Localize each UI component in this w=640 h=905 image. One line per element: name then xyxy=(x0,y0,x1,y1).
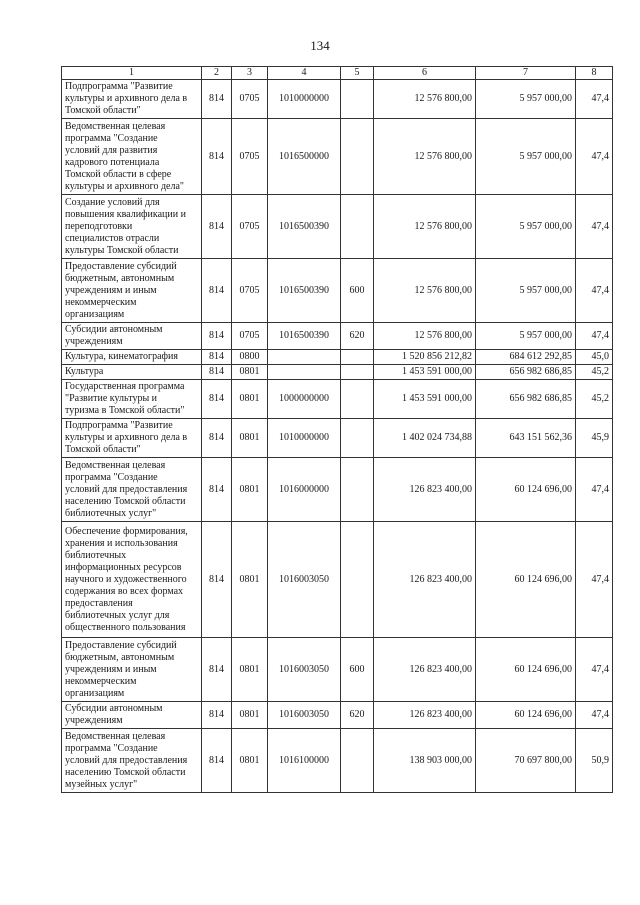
table-row xyxy=(62,702,613,729)
cell-executed-amount: 643 151 562,36 xyxy=(476,419,576,458)
cell-executed-amount: 60 124 696,00 xyxy=(476,638,576,702)
table-row xyxy=(62,80,613,119)
cell-expense-type xyxy=(341,350,374,365)
column-header: 7 xyxy=(476,67,576,80)
cell-planned-amount: 12 576 800,00 xyxy=(374,195,476,259)
cell-execution-percent: 47,4 xyxy=(576,702,613,729)
column-header: 4 xyxy=(268,67,341,80)
cell-target-article: 1016003050 xyxy=(268,638,341,702)
row-description: Ведомственная целевая программа "Создание условий для предоставления населению Томской области музейных услуг" xyxy=(62,729,202,793)
table-body xyxy=(62,80,613,793)
column-header: 2 xyxy=(202,67,232,80)
cell-section-code: 0705 xyxy=(232,259,268,323)
table-row xyxy=(62,458,613,522)
cell-ministry-code: 814 xyxy=(202,119,232,195)
cell-section-code: 0705 xyxy=(232,80,268,119)
cell-executed-amount: 5 957 000,00 xyxy=(476,119,576,195)
header-row xyxy=(62,67,613,80)
cell-target-article: 1016003050 xyxy=(268,702,341,729)
cell-ministry-code: 814 xyxy=(202,419,232,458)
cell-planned-amount: 138 903 000,00 xyxy=(374,729,476,793)
table-row xyxy=(62,195,613,259)
cell-expense-type xyxy=(341,729,374,793)
table-header xyxy=(62,67,613,80)
cell-expense-type xyxy=(341,419,374,458)
cell-planned-amount: 12 576 800,00 xyxy=(374,119,476,195)
cell-section-code: 0705 xyxy=(232,195,268,259)
cell-executed-amount: 60 124 696,00 xyxy=(476,522,576,638)
cell-expense-type xyxy=(341,119,374,195)
row-description: Субсидии автономным учреждениям xyxy=(62,323,202,350)
column-header: 3 xyxy=(232,67,268,80)
cell-ministry-code: 814 xyxy=(202,702,232,729)
cell-section-code: 0801 xyxy=(232,419,268,458)
table-row xyxy=(62,638,613,702)
cell-target-article: 1016000000 xyxy=(268,458,341,522)
cell-expense-type: 620 xyxy=(341,323,374,350)
cell-expense-type xyxy=(341,522,374,638)
cell-planned-amount: 126 823 400,00 xyxy=(374,638,476,702)
row-description: Предоставление субсидий бюджетным, автономным учреждениям и иным некоммерческим организациям xyxy=(62,638,202,702)
cell-ministry-code: 814 xyxy=(202,458,232,522)
cell-executed-amount: 5 957 000,00 xyxy=(476,80,576,119)
cell-section-code: 0800 xyxy=(232,350,268,365)
cell-expense-type xyxy=(341,195,374,259)
table-row xyxy=(62,419,613,458)
cell-target-article: 1000000000 xyxy=(268,380,341,419)
cell-expense-type: 600 xyxy=(341,638,374,702)
cell-planned-amount: 1 453 591 000,00 xyxy=(374,380,476,419)
table-row xyxy=(62,259,613,323)
cell-ministry-code: 814 xyxy=(202,380,232,419)
cell-executed-amount: 5 957 000,00 xyxy=(476,195,576,259)
cell-execution-percent: 47,4 xyxy=(576,259,613,323)
cell-target-article: 1016003050 xyxy=(268,522,341,638)
column-header: 8 xyxy=(576,67,613,80)
table-row xyxy=(62,119,613,195)
budget-table xyxy=(61,66,613,793)
row-description: Культура xyxy=(62,365,202,380)
cell-ministry-code: 814 xyxy=(202,729,232,793)
cell-section-code: 0801 xyxy=(232,638,268,702)
cell-target-article: 1016500390 xyxy=(268,195,341,259)
cell-target-article: 1016500390 xyxy=(268,259,341,323)
table-row xyxy=(62,380,613,419)
cell-execution-percent: 45,0 xyxy=(576,350,613,365)
cell-executed-amount: 656 982 686,85 xyxy=(476,380,576,419)
cell-planned-amount: 1 453 591 000,00 xyxy=(374,365,476,380)
cell-section-code: 0801 xyxy=(232,522,268,638)
cell-planned-amount: 12 576 800,00 xyxy=(374,323,476,350)
row-description: Субсидии автономным учреждениям xyxy=(62,702,202,729)
table-row xyxy=(62,522,613,638)
cell-execution-percent: 47,4 xyxy=(576,119,613,195)
cell-ministry-code: 814 xyxy=(202,259,232,323)
cell-section-code: 0705 xyxy=(232,323,268,350)
cell-section-code: 0801 xyxy=(232,380,268,419)
cell-expense-type xyxy=(341,80,374,119)
cell-execution-percent: 47,4 xyxy=(576,522,613,638)
table-row xyxy=(62,365,613,380)
cell-planned-amount: 12 576 800,00 xyxy=(374,259,476,323)
cell-planned-amount: 126 823 400,00 xyxy=(374,702,476,729)
cell-executed-amount: 60 124 696,00 xyxy=(476,702,576,729)
cell-expense-type: 620 xyxy=(341,702,374,729)
cell-execution-percent: 47,4 xyxy=(576,80,613,119)
cell-execution-percent: 45,2 xyxy=(576,365,613,380)
table-row xyxy=(62,350,613,365)
cell-executed-amount: 5 957 000,00 xyxy=(476,323,576,350)
cell-execution-percent: 47,4 xyxy=(576,458,613,522)
row-description: Создание условий для повышения квалификации и переподготовки специалистов отрасли культуры Томской области xyxy=(62,195,202,259)
cell-section-code: 0801 xyxy=(232,729,268,793)
cell-executed-amount: 70 697 800,00 xyxy=(476,729,576,793)
row-description: Ведомственная целевая программа "Создание условий для предоставления населению Томской области библиотечных услуг" xyxy=(62,458,202,522)
cell-planned-amount: 126 823 400,00 xyxy=(374,522,476,638)
cell-execution-percent: 47,4 xyxy=(576,195,613,259)
cell-expense-type xyxy=(341,458,374,522)
cell-section-code: 0801 xyxy=(232,458,268,522)
cell-section-code: 0705 xyxy=(232,119,268,195)
cell-executed-amount: 656 982 686,85 xyxy=(476,365,576,380)
cell-target-article xyxy=(268,365,341,380)
row-description: Культура, кинематография xyxy=(62,350,202,365)
cell-target-article xyxy=(268,350,341,365)
cell-execution-percent: 47,4 xyxy=(576,638,613,702)
cell-execution-percent: 47,4 xyxy=(576,323,613,350)
row-description: Подпрограмма "Развитие культуры и архивного дела в Томской области" xyxy=(62,419,202,458)
cell-target-article: 1010000000 xyxy=(268,419,341,458)
row-description: Предоставление субсидий бюджетным, автономным учреждениям и иным некоммерческим организациям xyxy=(62,259,202,323)
cell-ministry-code: 814 xyxy=(202,522,232,638)
cell-section-code: 0801 xyxy=(232,702,268,729)
table-row xyxy=(62,323,613,350)
cell-expense-type xyxy=(341,365,374,380)
cell-planned-amount: 1 520 856 212,82 xyxy=(374,350,476,365)
cell-execution-percent: 50,9 xyxy=(576,729,613,793)
cell-expense-type xyxy=(341,380,374,419)
cell-target-article: 1016500390 xyxy=(268,323,341,350)
cell-ministry-code: 814 xyxy=(202,323,232,350)
row-description: Обеспечение формирования, хранения и использования библиотечных информационных ресурсов научного и художественного содержания во всех формах предоставления библиотечных услуг для общественного пользования xyxy=(62,522,202,638)
cell-expense-type: 600 xyxy=(341,259,374,323)
cell-executed-amount: 5 957 000,00 xyxy=(476,259,576,323)
cell-target-article: 1016500000 xyxy=(268,119,341,195)
cell-planned-amount: 12 576 800,00 xyxy=(374,80,476,119)
cell-executed-amount: 60 124 696,00 xyxy=(476,458,576,522)
cell-planned-amount: 1 402 024 734,88 xyxy=(374,419,476,458)
cell-execution-percent: 45,2 xyxy=(576,380,613,419)
cell-planned-amount: 126 823 400,00 xyxy=(374,458,476,522)
table-row xyxy=(62,729,613,793)
cell-executed-amount: 684 612 292,85 xyxy=(476,350,576,365)
cell-execution-percent: 45,9 xyxy=(576,419,613,458)
column-header: 5 xyxy=(341,67,374,80)
page-number: 134 xyxy=(310,38,330,53)
cell-ministry-code: 814 xyxy=(202,638,232,702)
cell-target-article: 1010000000 xyxy=(268,80,341,119)
cell-target-article: 1016100000 xyxy=(268,729,341,793)
row-description: Ведомственная целевая программа "Создание условий для развития кадрового потенциала Томской области в сфере культуры и архивного дела" xyxy=(62,119,202,195)
column-header: 6 xyxy=(374,67,476,80)
row-description: Подпрограмма "Развитие культуры и архивного дела в Томской области" xyxy=(62,80,202,119)
cell-ministry-code: 814 xyxy=(202,365,232,380)
cell-ministry-code: 814 xyxy=(202,80,232,119)
cell-section-code: 0801 xyxy=(232,365,268,380)
row-description: Государственная программа "Развитие культуры и туризма в Томской области" xyxy=(62,380,202,419)
column-header: 1 xyxy=(62,67,202,80)
cell-ministry-code: 814 xyxy=(202,350,232,365)
cell-ministry-code: 814 xyxy=(202,195,232,259)
